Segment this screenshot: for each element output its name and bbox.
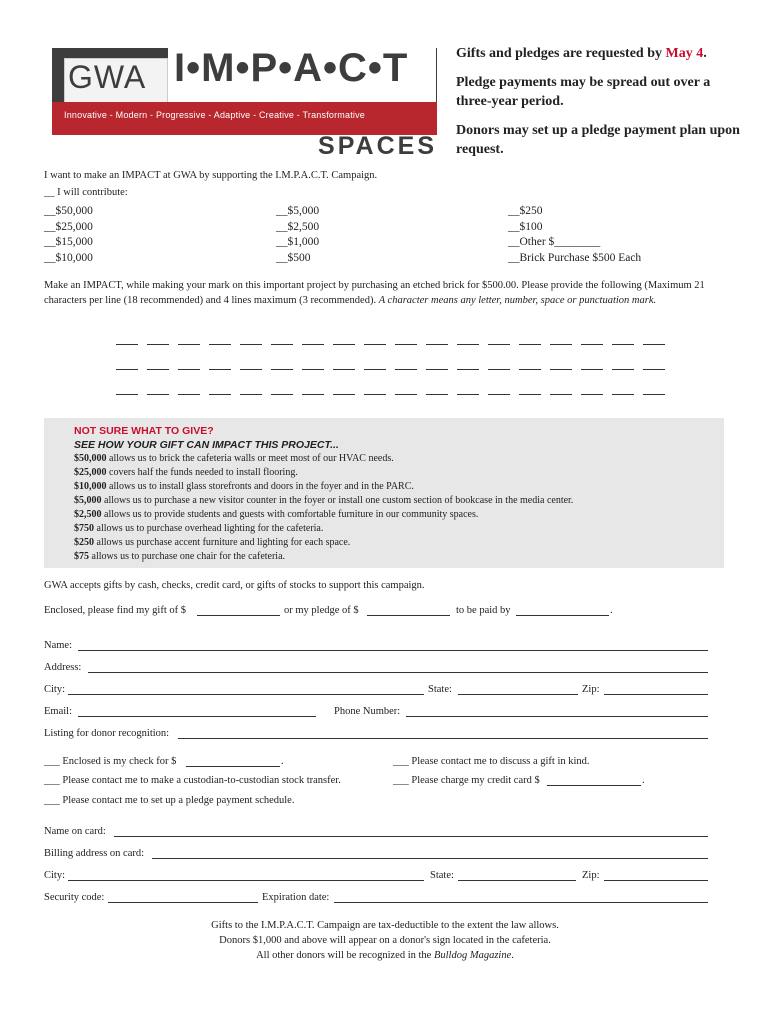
brick-note: A character means any letter, number, space or punctuation mark. — [378, 295, 657, 306]
brick-inscription-grid — [116, 320, 665, 420]
brick-character-blank[interactable] — [643, 344, 665, 345]
brick-character-blank[interactable] — [240, 369, 262, 370]
security-code-field[interactable] — [108, 892, 258, 903]
brick-character-blank[interactable] — [488, 369, 510, 370]
email-field[interactable] — [78, 706, 316, 717]
amount-option[interactable]: __$500 — [276, 251, 311, 264]
zip-label: Zip: — [582, 684, 600, 695]
logo-tagline: Innovative - Modern - Progressive - Adaptive - Creative - Transformative — [64, 110, 366, 120]
email-label: Email: — [44, 706, 72, 717]
deadline-prefix: Gifts and pledges are requested by — [456, 46, 666, 61]
stock-transfer-option[interactable]: ___ Please contact me to make a custodian-to-custodian stock transfer. — [44, 775, 341, 786]
brick-character-blank[interactable] — [426, 344, 448, 345]
brick-character-blank[interactable] — [271, 394, 293, 395]
name-label: Name: — [44, 640, 72, 651]
amount-column-3 — [508, 204, 641, 266]
impact-heading: NOT SURE WHAT TO GIVE? — [74, 425, 214, 437]
spread-note: Pledge payments may be spread out over a three-year period. — [456, 75, 711, 109]
amount-column-2 — [276, 204, 319, 266]
brick-character-blank[interactable] — [519, 344, 541, 345]
impact-amount: $5,000 — [74, 495, 102, 506]
name-on-card-field[interactable] — [114, 826, 708, 837]
pledge-schedule-option[interactable]: ___ Please contact me to set up a pledge payment schedule. — [44, 795, 295, 806]
card-zip-label: Zip: — [582, 870, 600, 881]
deadline-note — [456, 44, 746, 63]
security-code-label: Security code: — [44, 892, 105, 903]
amount-column-1 — [44, 204, 93, 266]
impact-amount: $250 — [74, 537, 94, 548]
brick-character-blank[interactable] — [364, 369, 386, 370]
brick-character-blank[interactable] — [271, 344, 293, 345]
contribute-option[interactable]: __ I will contribute: — [44, 187, 128, 198]
check-amount-field[interactable] — [186, 756, 280, 767]
amount-option[interactable]: __Other $________ — [508, 236, 601, 248]
brick-character-blank[interactable] — [519, 394, 541, 395]
amount-option[interactable]: __$15,000 — [44, 236, 93, 248]
expiration-label: Expiration date: — [262, 892, 330, 903]
footer-notes — [0, 918, 770, 963]
recognition-suffix: . — [511, 950, 514, 961]
brick-character-blank[interactable] — [581, 369, 603, 370]
impact-description: allows us to purchase one chair for the cafeteria. — [89, 551, 286, 562]
impact-description: allows us to install glass storefronts and doors in the foyer and in the PARC. — [106, 481, 414, 492]
impact-amount: $750 — [74, 523, 94, 534]
impact-amount: $10,000 — [74, 481, 107, 492]
billing-address-label: Billing address on card: — [44, 848, 145, 859]
state-field[interactable] — [458, 684, 578, 695]
paid-by-label: to be paid by — [456, 605, 511, 616]
brick-character-blank[interactable] — [209, 394, 231, 395]
plan-note: Donors may set up a pledge payment plan upon request. — [456, 123, 740, 157]
paid-by-field[interactable] — [516, 605, 609, 616]
brick-character-blank[interactable] — [240, 344, 262, 345]
impact-description: covers half the funds needed to install flooring. — [106, 467, 298, 478]
credit-card-option[interactable]: ___ Please charge my credit card $ — [393, 775, 540, 786]
amount-option[interactable]: __$250 — [508, 205, 543, 217]
campaign-notes — [456, 44, 746, 169]
brick-character-blank[interactable] — [209, 369, 231, 370]
impact-item — [74, 480, 724, 494]
tax-deductible-note: Gifts to the I.M.P.A.C.T. Campaign are tax-deductible to the extent the law allows. — [211, 920, 559, 931]
donor-sign-note: Donors $1,000 and above will appear on a donor's sign located in the cafeteria. — [219, 935, 551, 946]
logo-gwa-text: GWA — [68, 59, 147, 95]
impact-item — [74, 522, 724, 536]
amount-option[interactable]: __Brick Purchase $500 Each — [508, 251, 642, 264]
impact-description: allows us to purchase a new visitor counter in the foyer or install one custom section of bookcase in the media center. — [101, 495, 574, 506]
card-zip-field[interactable] — [604, 870, 708, 881]
impact-description: allows us to brick the cafeteria walls or meet most of our HVAC needs. — [106, 453, 394, 464]
brick-character-blank[interactable] — [643, 394, 665, 395]
impact-amount: $75 — [74, 551, 89, 562]
city-label: City: — [44, 684, 66, 695]
brick-character-blank[interactable] — [457, 369, 479, 370]
address-label: Address: — [44, 662, 82, 673]
deadline-date: May 4 — [665, 46, 704, 61]
brick-character-blank[interactable] — [178, 369, 200, 370]
impact-description: allows us to provide students and guests with comfortable furniture in our community spaces. — [101, 509, 479, 520]
check-period: . — [281, 756, 284, 767]
brick-character-blank[interactable] — [550, 344, 572, 345]
amount-option[interactable]: __$5,000 — [276, 205, 320, 217]
brick-character-blank[interactable] — [116, 344, 138, 345]
brick-character-blank[interactable] — [581, 344, 603, 345]
listing-field[interactable] — [178, 728, 708, 739]
name-field[interactable] — [78, 640, 708, 651]
impact-subheading: SEE HOW YOUR GIFT CAN IMPACT THIS PROJECT... — [74, 439, 339, 451]
amount-option[interactable]: __$2,500 — [276, 220, 320, 233]
brick-character-blank[interactable] — [426, 394, 448, 395]
brick-line-1 — [116, 320, 665, 345]
impact-amount: $50,000 — [74, 453, 107, 464]
brick-character-blank[interactable] — [395, 344, 417, 345]
brick-character-blank[interactable] — [488, 344, 510, 345]
brick-character-blank[interactable] — [550, 369, 572, 370]
brick-character-blank[interactable] — [147, 394, 169, 395]
card-state-field[interactable] — [458, 870, 576, 881]
brick-character-blank[interactable] — [550, 394, 572, 395]
impact-logo — [52, 44, 437, 164]
brick-line-2 — [116, 345, 665, 370]
brick-character-blank[interactable] — [457, 394, 479, 395]
gift-amount-field[interactable] — [197, 605, 280, 616]
impact-item — [74, 508, 724, 522]
credit-card-period: . — [642, 775, 645, 786]
amount-option[interactable]: __$10,000 — [44, 251, 93, 264]
brick-character-blank[interactable] — [302, 394, 324, 395]
brick-character-blank[interactable] — [302, 369, 324, 370]
impact-amount: $25,000 — [74, 467, 107, 478]
check-option[interactable]: ___ Enclosed is my check for $ — [44, 756, 177, 767]
card-city-label: City: — [44, 870, 66, 881]
impact-item — [74, 466, 724, 480]
brick-character-blank[interactable] — [147, 369, 169, 370]
logo-spaces-text: SPACES — [318, 132, 437, 160]
brick-character-blank[interactable] — [581, 394, 603, 395]
brick-character-blank[interactable] — [147, 344, 169, 345]
recognition-prefix: All other donors will be recognized in the — [256, 950, 434, 961]
brick-instructions — [44, 278, 734, 308]
phone-label: Phone Number: — [334, 706, 401, 717]
amount-option[interactable]: __$25,000 — [44, 220, 93, 233]
brick-character-blank[interactable] — [364, 344, 386, 345]
brick-character-blank[interactable] — [519, 369, 541, 370]
paid-by-period: . — [610, 605, 613, 616]
brick-text: Make an IMPACT, while making your mark on this important project by purchasing an etched brick for $500.00. Please provide the following (Maximum 21 characters per line (18 recommended) and 4 lines maximum (3 recommended). — [44, 280, 705, 306]
impact-item — [74, 452, 724, 466]
recognition-note — [0, 948, 770, 963]
impact-item — [74, 550, 724, 564]
brick-line-3 — [116, 370, 665, 395]
card-state-label: State: — [430, 870, 454, 881]
brick-line-4 — [116, 395, 665, 420]
brick-character-blank[interactable] — [178, 344, 200, 345]
address-field[interactable] — [88, 662, 708, 673]
name-on-card-label: Name on card: — [44, 826, 106, 837]
brick-character-blank[interactable] — [395, 394, 417, 395]
brick-character-blank[interactable] — [209, 344, 231, 345]
listing-label: Listing for donor recognition: — [44, 728, 170, 739]
state-label: State: — [428, 684, 452, 695]
logo-impact-text: I•M•P•A•C•T — [174, 46, 409, 90]
brick-character-blank[interactable] — [612, 344, 634, 345]
brick-character-blank[interactable] — [488, 394, 510, 395]
accepted-payments: GWA accepts gifts by cash, checks, credit card, or gifts of stocks to support this campaign. — [44, 580, 425, 591]
impact-item — [74, 536, 724, 550]
deadline-suffix: . — [703, 46, 707, 61]
brick-character-blank[interactable] — [333, 344, 355, 345]
brick-character-blank[interactable] — [271, 369, 293, 370]
impact-item — [74, 494, 724, 508]
amount-option[interactable]: __$100 — [508, 220, 543, 233]
brick-character-blank[interactable] — [302, 344, 324, 345]
magazine-title: Bulldog Magazine — [433, 950, 512, 961]
brick-character-blank[interactable] — [612, 394, 634, 395]
brick-character-blank[interactable] — [178, 394, 200, 395]
brick-character-blank[interactable] — [426, 369, 448, 370]
brick-character-blank[interactable] — [457, 344, 479, 345]
phone-field[interactable] — [406, 706, 708, 717]
gift-impact-box — [44, 418, 724, 568]
brick-character-blank[interactable] — [395, 369, 417, 370]
zip-field[interactable] — [604, 684, 708, 695]
card-city-field[interactable] — [68, 870, 424, 881]
pledge-amount-field[interactable] — [367, 605, 450, 616]
impact-amount: $2,500 — [74, 509, 102, 520]
brick-character-blank[interactable] — [240, 394, 262, 395]
credit-card-amount-field[interactable] — [547, 775, 641, 786]
brick-character-blank[interactable] — [364, 394, 386, 395]
gift-in-kind-option[interactable]: ___ Please contact me to discuss a gift in kind. — [393, 756, 590, 767]
amount-option[interactable]: __$1,000 — [276, 236, 320, 248]
brick-character-blank[interactable] — [116, 369, 138, 370]
pledge-label: or my pledge of $ — [284, 605, 359, 616]
intro-statement: I want to make an IMPACT at GWA by supporting the I.M.P.A.C.T. Campaign. — [44, 170, 378, 181]
impact-description: allows us purchase accent furniture and lighting for each space. — [94, 537, 351, 548]
expiration-field[interactable] — [334, 892, 708, 903]
impact-description: allows us to purchase overhead lighting for the cafeteria. — [94, 523, 324, 534]
enclosed-gift-label: Enclosed, please find my gift of $ — [44, 605, 187, 616]
amount-option[interactable]: __$50,000 — [44, 205, 93, 217]
brick-character-blank[interactable] — [116, 394, 138, 395]
brick-character-blank[interactable] — [333, 394, 355, 395]
billing-address-field[interactable] — [152, 848, 708, 859]
brick-character-blank[interactable] — [643, 369, 665, 370]
city-field[interactable] — [68, 684, 424, 695]
brick-character-blank[interactable] — [333, 369, 355, 370]
brick-character-blank[interactable] — [612, 369, 634, 370]
